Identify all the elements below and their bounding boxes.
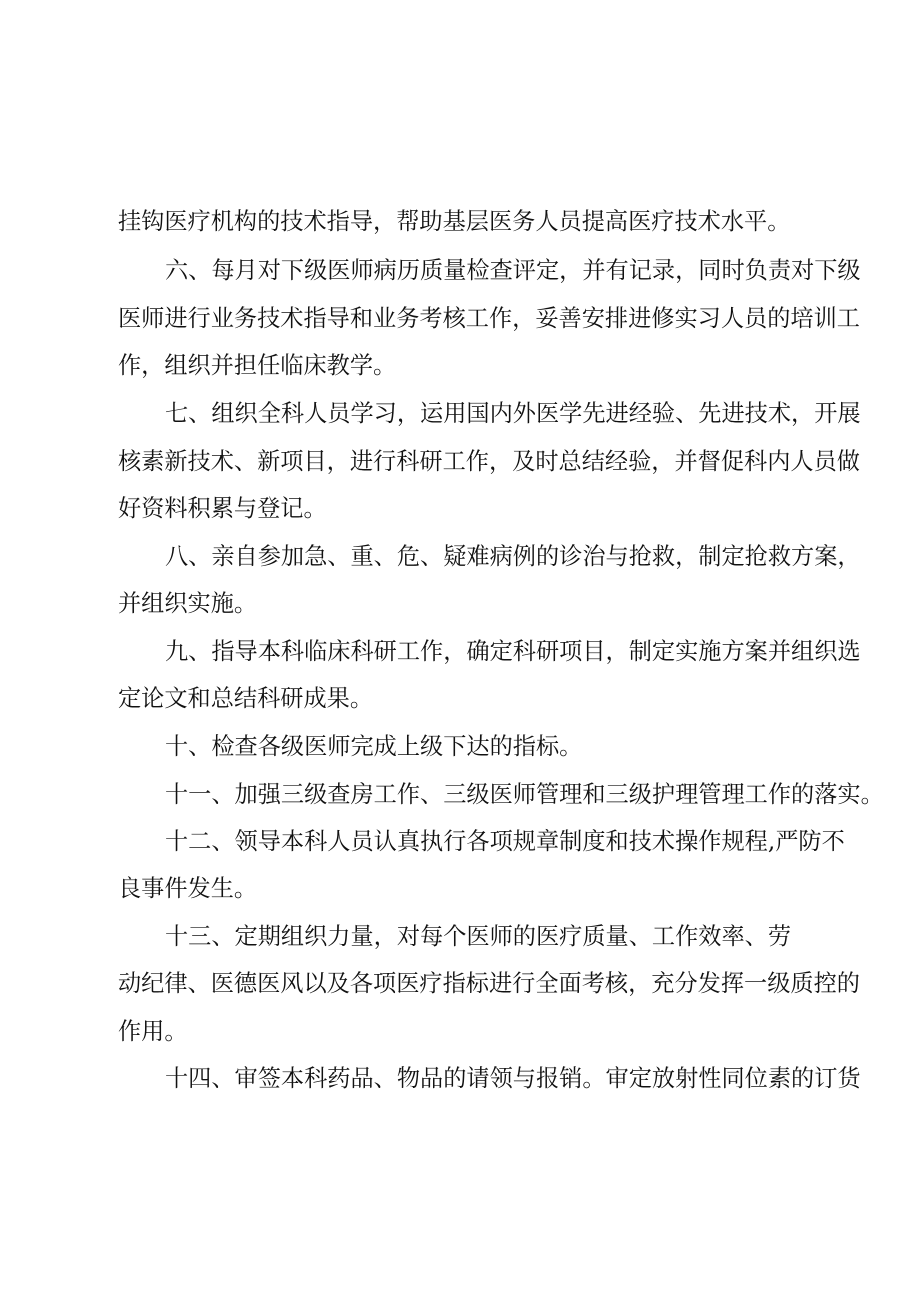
- text-line: 六、每月对下级医师病历质量检查评定，并有记录，同时负责对下级: [165, 257, 861, 284]
- text-line: 十二、领导本科人员认真执行各项规章制度和技术操作规程,严防不: [165, 828, 845, 855]
- text-line: 十、检查各级医师完成上级下达的指标。: [165, 733, 583, 760]
- text-line: 并组织实施。: [118, 590, 258, 617]
- text-line: 作用。: [118, 1018, 188, 1045]
- text-line: 医师进行业务技术指导和业务考核工作，妥善安排进修实习人员的培训工: [118, 305, 860, 332]
- text-line: 七、组织全科人员学习，运用国内外医学先进经验、先进技术，开展: [165, 400, 861, 427]
- text-line: 八、亲自参加急、重、危、疑难病例的诊治与抢救，制定抢救方案，: [165, 543, 861, 570]
- text-line: 九、指导本科临床科研工作，确定科研项目，制定实施方案并组织选: [165, 638, 861, 665]
- text-line: 十四、审签本科药品、物品的请领与报销。审定放射性同位素的订货: [165, 1065, 861, 1092]
- text-line: 好资料积累与登记。: [118, 495, 327, 522]
- text-line: 十一、加强三级查房工作、三级医师管理和三级护理管理工作的落实。: [165, 781, 884, 808]
- text-line: 十三、定期组织力量，对每个医师的医疗质量、工作效率、劳: [165, 923, 792, 950]
- text-line: 定论文和总结科研成果。: [118, 685, 374, 712]
- text-line: 作，组织并担任临床教学。: [118, 352, 397, 379]
- text-line: 挂钩医疗机构的技术指导，帮助基层医务人员提高医疗技术水平。: [118, 208, 791, 235]
- text-line: 核素新技术、新项目，进行科研工作，及时总结经验，并督促科内人员做: [118, 448, 860, 475]
- text-line: 良事件发生。: [118, 875, 258, 902]
- text-line: 动纪律、医德医风以及各项医疗指标进行全面考核，充分发挥一级质控的: [118, 970, 860, 997]
